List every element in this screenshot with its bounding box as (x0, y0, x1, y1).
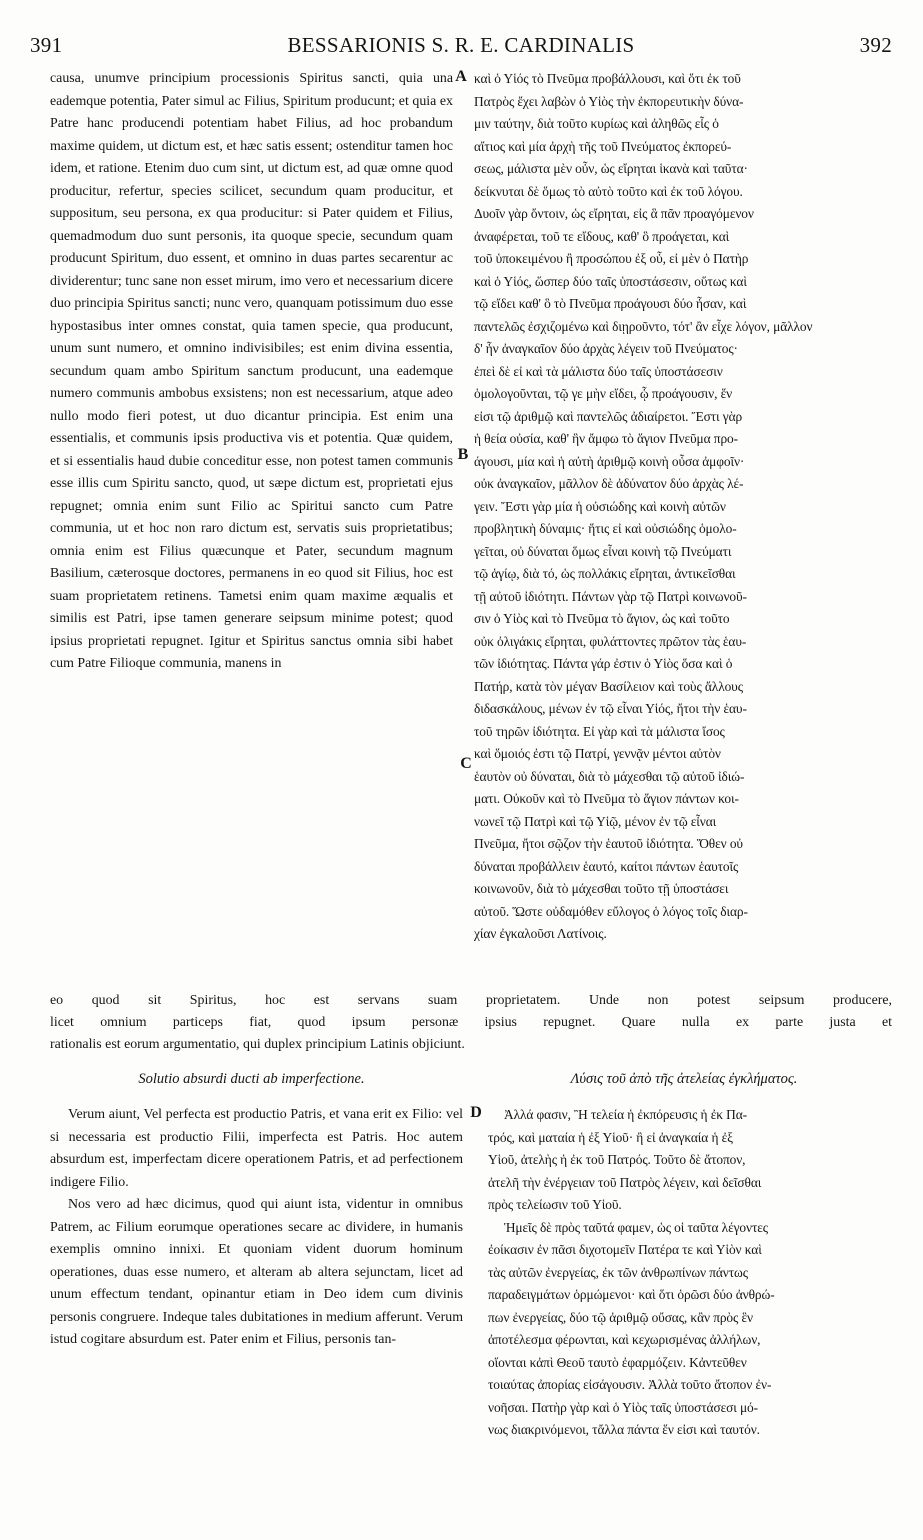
latin-section-heading: Solutio absurdi ducti ab imperfectione. (138, 1071, 365, 1087)
greek-line: διδασκάλους, μένων ἐν τῷ εἶναι Υἱός, ἤτοι τὴν ἑαυ- (474, 701, 747, 716)
greek-line: παντελῶς ἐσχιζομένω καὶ διῃροῦντο, τότ' ἂν εἶχε λόγον, μᾶλλον (474, 318, 813, 334)
latin-line: rationalis est eorum argumentatio, qui duplex principium Latinis objiciunt. (50, 1037, 465, 1052)
greek-line: σιν ὁ Υἱὸς καὶ τὸ Πνεῦμα τὸ ἅγιον, ὡς καὶ τοῦτο (474, 611, 730, 626)
latin-line: eo quod sit Spiritus, hoc est servans suam proprietatem. Unde non potest seipsum producere, (50, 993, 892, 1008)
greek-line: τοῦ τηρῶν ἰδιότητα. Εἰ γὰρ καὶ τὰ μάλιστα ἴσος (474, 723, 725, 739)
greek-line: τῷ ἁγίῳ, διὰ τό, ὡς πολλάκις εἴρηται, ἀντικεῖσθαι (474, 566, 736, 581)
greek-line: νωνεῖ τῷ Πατρὶ καὶ τῷ Υἱῷ, μένον ἐν τῷ εἶναι (474, 813, 717, 829)
running-title: BESSARIONIS S. R. E. CARDINALIS (287, 33, 635, 57)
greek-line: τοῦ ὑποκειμένου ἢ προσώπου ἐξ οὗ, εἰ μὲν ὁ Πατὴρ (474, 251, 749, 266)
section-marker-b: B (457, 446, 469, 463)
latin-paragraph-top: causa, unumve principium processionis Spiritus sancti, quia una eademque potentia, Pater simul ac Filius, Spiritum producunt; et quia ex Patre hanc producendi potentiam habet Filius, ad hoc probandum maxime quidem, ut dictum est, et hæc satis essent; ostenditur tamen hoc idem, et ratione. Etenim duo cum sint, ut dictum est, ad quæ omne quod producitur, refertur, species scilicet, secundum quam producitur, et suppositum, seu persona, ex qua producitur: si Pater quidem et Filius, quemadmodum duo sunt personis, ita quoque specie, secundum quam producunt Spiritum, duo essent, et omnino in duas partes secarentur ac dividerentur; tunc sane non esset mirum, imo vero et necessarium dicere duo principia Spiritus sancti; nunc vero, quanquam potissimum duo esse hypostasibus inter omnes constat, quia tamen specie, qua producunt, unum sunt numero, et omnino indivisibiles; est enim divina essentia, secundum quam ambo Spiritum sanctum producunt, una eademque numero communis ambobus exsistens; non est necessarium, atque adeo nullo modo fieri potest, ut duo dicantur principia. Est enim una essentialis, et communis ipsis productiva vis et potentia. Quæ quidem, et si essentialis haud dubie conceditur esse, non potest tamen communis esse illis cum Spiritu sancto, quod, ut sæpe dictum est, proprietati ejus repugnet; omnia enim sunt Filio ac Spiritui sancto cum Patre communia, ut et hoc non raro dictum est, servatis suis proprietatibus; omnia enim est Filius quæcunque et Pater, secundum magnum Basilium, cæterosque doctores, permanens in eo quod sit Filius, hoc est suam proprietatem retinens. Tametsi enim quam maxime æqualis et similis est Patri, ipse tamen generare seipsum minime potest; quod ipsius proprietati repugnet. Igitur et Spiritus sanctus omnia sibi habet cum Patre Filioque communia, manens in (50, 71, 453, 671)
greek-line: κοινωνοῦν, διὰ τὸ μάχεσθαι τοῦτο τῇ ὑποστάσει (474, 881, 729, 896)
greek-line: οἴονται κἀπὶ Θεοῦ ταυτὸ ἐφαρμόζειν. Κἀντεῦθεν (488, 1354, 747, 1370)
greek-line: προβλητικὴ δύναμις· ἥτις εἰ καὶ οὐσιώδης ὁμολο- (474, 521, 737, 536)
greek-line: αὐτοῦ. Ὥστε οὐδαμόθεν εὔλογος ὁ λόγος τοῖς διαρ- (474, 903, 748, 919)
greek-line: ἀποτέλεσμα φέρωνται, καὶ κεχωρισμένας ἀλλήλων, (488, 1332, 761, 1347)
greek-line: δείκνυται δὲ ὅμως τὸ αὐτὸ τοῦτο καὶ ἐκ τοῦ λόγου. (474, 183, 743, 199)
greek-line: ἀναφέρεται, τοῦ τε εἴδους, καθ' ὃ προάγεται, καὶ (474, 228, 730, 244)
greek-section-heading: Λύσις τοῦ ἀπὸ τῆς ἀτελείας ἐγκλήματος. (570, 1071, 798, 1087)
greek-line: Δυοῖν γὰρ ὄντοιν, ὡς εἴρηται, εἰς ἃ πᾶν προαγόμενον (474, 206, 754, 221)
greek-line: ἐοίκασιν ἐν πᾶσι διχοτομεῖν Πατέρα τε καὶ Υἱὸν καὶ (488, 1242, 762, 1257)
greek-line: τοιαύτας ἀπορίας εἰσάγουσιν. Ἀλλὰ τοῦτο ἄτοπον ἐν- (488, 1377, 772, 1392)
greek-line: Ἀλλά φασιν, Ἢ τελεία ἡ ἐκπόρευσις ἡ ἐκ Πα- (504, 1107, 747, 1122)
latin-column-top (50, 68, 453, 988)
greek-line: Υἱοῦ, ἀτελὴς ἡ ἐκ τοῦ Πατρός. Τοῦτο δὲ ἄτοπον, (488, 1152, 746, 1167)
greek-line: Πατήρ, κατὰ τὸν μέγαν Βασίλειον καὶ τοὺς ἄλλους (474, 678, 743, 694)
greek-column-top (474, 68, 894, 988)
greek-line: παραδειγμάτων ὁρμώμενοι· καὶ ὅτι ὁρῶσι δύο ἀνθρώ- (488, 1287, 775, 1302)
running-header (30, 33, 892, 59)
section-marker-a: A (455, 68, 467, 85)
greek-line: δύναται προβάλλειν ἑαυτό, καίτοι πάντων ἑαυτοῖς (474, 858, 739, 874)
greek-line: τῷ εἴδει καθ' ὃ τὸ Πνεῦμα προάγουσι δύο ἦσαν, καὶ (474, 296, 747, 311)
greek-line: νοῆσαι. Πατὴρ γὰρ καὶ ὁ Υἱὸς ταῖς ὑποστάσεσι μό- (488, 1399, 759, 1415)
greek-line: οὐκ ὀλιγάκις εἴρηται, φυλάττοντες πρῶτον τὰς ἑαυ- (474, 633, 747, 649)
latin-paragraph: Nos vero ad hæc dicimus, quod qui aiunt ista, videntur in omnibus Patrem, ac Filium eorumque operationes secare ac dividere, in humanis exemplis omnino innixi. Et quoniam vident duorum hominum operationes, duas esse numero, et alteram ab altera sejunctam, licet ad unum effectum tendant, opinantur etiam in Deo idem cum divinis personis congruere. Indeque tales dubitationes in medium afferunt. Verum istud cogitare absurdum est. Pater enim et Filius, personis tan- (50, 1197, 463, 1347)
greek-line: ἑαυτὸν οὐ δύναται, διὰ τὸ μάχεσθαι τῷ αὐτοῦ ἰδιώ- (474, 768, 745, 784)
greek-line: ὁμολογοῦνται, τῷ γε μὴν εἴδει, ᾧ προάγουσιν, ἕν (474, 386, 733, 401)
greek-line: σεως, μάλιστα μὲν οὖν, ὡς εἴρηται ἱκανὰ καὶ ταῦτα· (474, 161, 748, 176)
greek-line: καὶ ὁ Υἱός, ὥσπερ δύο ταῖς ὑποστάσεσιν, οὕτως καὶ (474, 273, 747, 289)
latin-paragraph: Verum aiunt, Vel perfecta est productio Patris, et vana erit ex Filio: vel si necessaria est productio Filii, imperfecta est Patris. Hoc autem absurdum est, imperfectam dicere operationem Patris, et ad perfectionem indigere Filio. (50, 1107, 463, 1190)
greek-line: ἡ θεία οὐσία, καθ' ἣν ἄμφω τὸ ἅγιον Πνεῦμα προ- (474, 431, 738, 446)
greek-line: ἐπεὶ δὲ εἰ καὶ τὰ μάλιστα δύο ταῖς ὑποστάσεσιν (474, 363, 723, 379)
greek-line: γεῖται, οὐ δύναται ὅμως εἶναι κοινὴ τῷ Πνεύματι (474, 543, 732, 559)
latin-column-bottom (50, 1104, 463, 1496)
greek-line: οὐκ ἀναγκαῖον, μᾶλλον δὲ ἀδύνατον δύο ἀρχὰς λέ- (474, 476, 744, 491)
greek-line: καὶ ὁ Υἱός τὸ Πνεῦμα προβάλλουσι, καὶ ὅτι ἐκ τοῦ (474, 71, 741, 86)
latin-full-width-continuation (50, 990, 892, 1056)
greek-line: δ' ἦν ἀναγκαῖον δύο ἀρχὰς λέγειν τοῦ Πνεύματος· (474, 341, 738, 356)
greek-line: εἰσι τῷ ἀριθμῷ καὶ παντελῶς ἀδιαίρετοι. Ἔστι γὰρ (474, 408, 743, 424)
section-marker-c: C (460, 755, 472, 772)
greek-line: χίαν ἐγκαλοῦσι Λατίνοις. (474, 926, 607, 941)
latin-line: licet omnium particeps fiat, quod ipsum personæ ipsius repugnet. Quare nulla ex parte justa et (50, 1015, 892, 1030)
page-number-left: 391 (30, 33, 63, 57)
greek-column-bottom (488, 1104, 894, 1496)
greek-line: τῇ αὐτοῦ ἰδιότητι. Πάντων γὰρ τῷ Πατρὶ κοινωνοῦ- (474, 588, 747, 604)
greek-line: πων ἐνεργείας, δύο τῷ ἀριθμῷ οὔσας, κἂν πρὸς ἓν (488, 1309, 753, 1325)
page-number-right: 392 (859, 33, 892, 57)
greek-line: τὰς αὐτῶν ἐνεργείας, ἐκ τῶν ἀνθρωπίνων πάντως (488, 1264, 748, 1280)
greek-line: νως διακρινόμενοι, τἄλλα πάντα ἕν εἰσι καὶ ταυτόν. (488, 1422, 760, 1437)
greek-line: πρὸς τελείωσιν τοῦ Υἱοῦ. (488, 1197, 622, 1212)
greek-line: καὶ ὅμοιός ἐστι τῷ Πατρί, γεννᾷν μέντοι αὐτὸν (474, 746, 721, 761)
greek-line: Ἡμεῖς δὲ πρὸς ταῦτά φαμεν, ὡς οἱ ταῦτα λέγοντες (504, 1219, 768, 1235)
greek-line: τῶν ἰδιότητας. Πάντα γάρ ἐστιν ὁ Υἱὸς ὅσα καὶ ὁ (474, 656, 733, 671)
greek-line: Πνεῦμα, ἤτοι σῷζον τὴν ἑαυτοῦ ἰδιότητα. Ὅθεν οὐ (474, 836, 743, 851)
section-marker-d: D (470, 1104, 482, 1121)
greek-line: γειν. Ἔστι γὰρ μία ἡ οὐσιώδης καὶ κοινὴ αὐτῶν (474, 498, 726, 514)
greek-line: μιν ταύτην, διὰ τοῦτο κυρίως καὶ ἀληθῶς εἷς ὁ (474, 116, 719, 131)
greek-line: αἴτιος καὶ μία ἀρχὴ τῆς τοῦ Πνεύματος ἐκπορεύ- (474, 138, 732, 154)
greek-line: ἀτελῆ τὴν ἐνέργειαν τοῦ Πατρὸς λέγειν, καὶ δεῖσθαι (488, 1174, 762, 1190)
greek-line: τρός, καὶ ματαία ἡ ἐξ Υἱοῦ· ἢ εἰ ἀναγκαία ἡ ἐξ (488, 1129, 733, 1145)
greek-line: Πατρὸς ἔχει λαβὼν ὁ Υἱὸς τὴν ἐκπορευτικὴν δύνα- (474, 93, 744, 109)
greek-line: άγουσι, μία καὶ ἡ αὐτὴ ἀριθμῷ κοινὴ οὖσα ἀμφοῖν· (474, 453, 745, 469)
greek-line: ματι. Οὐκοῦν καὶ τὸ Πνεῦμα τὸ ἅγιον πάντων κοι- (474, 791, 739, 806)
